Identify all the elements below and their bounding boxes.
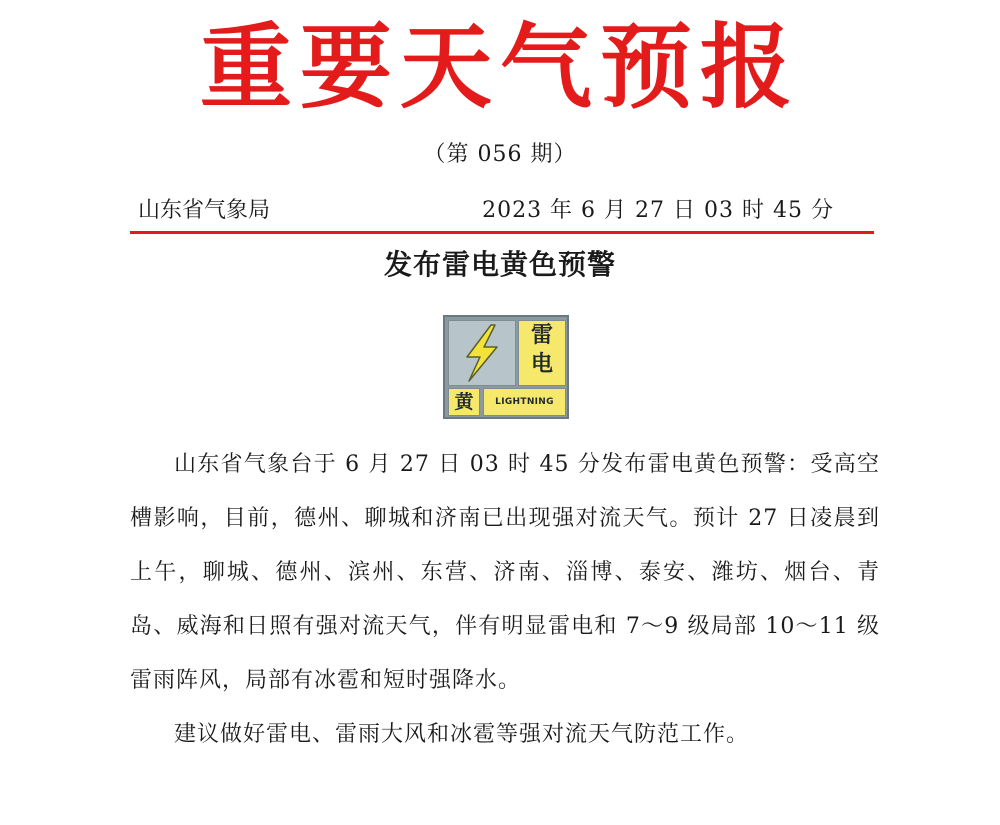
masthead-title: 重要天气预报 [199,14,800,121]
bolt-panel [448,320,516,386]
warning-type-char: 电 [530,352,553,377]
lightning-bolt-icon [449,321,515,385]
issue-number: （第 056 期） [423,142,577,167]
warning-body [130,438,880,762]
warning-headline: 发布雷电黄色预警 [383,248,616,281]
lightning-yellow-warning-sign [443,315,569,419]
warning-type-chars [518,320,566,386]
issuer: 山东省气象局 [138,198,271,223]
body-paragraph: 山东省气象台于 6 月 27 日 03 时 45 分发布雷电黄色预警：受高空槽影响，目前，德州、聊城和济南已出现强对流天气。预计 27 日凌晨到上午，聊城、德州、滨州、东营、济南、淄博、泰安、潍坊、烟台、青岛、威海和日照有强对流天气，伴有明显雷电和 7～9 级局部 10～11 级雷雨阵风，局部有冰雹和短时强降水。 [130,452,880,693]
warning-type-label: LIGHTNING [483,388,566,416]
red-divider [130,231,874,234]
warning-level-char: 黄 [448,388,480,416]
issue-meta-row [130,195,870,227]
warning-type-char: 雷 [530,323,553,348]
issue-datetime: 2023 年 6 月 27 日 03 时 45 分 [482,198,834,223]
body-paragraph: 建议做好雷电、雷雨大风和冰雹等强对流天气防范工作。 [174,722,750,747]
